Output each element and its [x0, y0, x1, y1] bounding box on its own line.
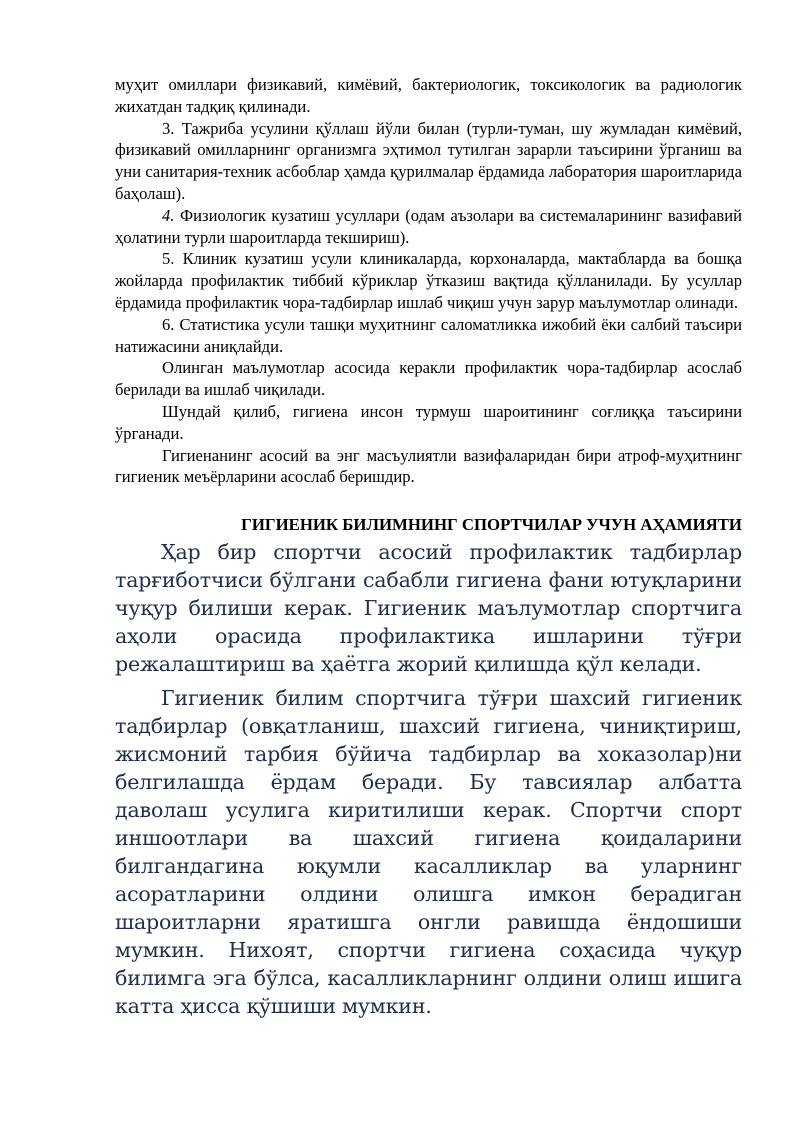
paragraph-method-6: 6. Статистика усули ташқи муҳитнинг саломатликка ижобий ёки салбий таъсири натижасини аниқлайди.	[115, 314, 742, 356]
paragraph-conclusion-2: Шундай қилиб, гигиена инсон турмуш шароитининг соғлиққа таъсирини ўрганади.	[115, 401, 742, 443]
document-page	[115, 74, 742, 1020]
methods-section	[115, 74, 742, 488]
method-4-number: 4.	[162, 205, 175, 225]
method-4-text: Физиологик кузатиш усуллари (одам аъзолари ва системаларининг вазифавий ҳолатини турли шароитларда текшириш).	[115, 205, 742, 247]
paragraph-continuation: муҳит омиллари физикавий, кимёвий, бактериологик, токсикологик ва радиологик жихатдан тадқиқ қилинади.	[115, 75, 742, 116]
paragraph-method-4	[115, 205, 742, 249]
paragraph-importance-1: Ҳар бир спортчи асосий профилактик тадбирлар тарғиботчиси бўлгани сабабли гигиена фани ютуқларини чуқур билиши керак. Гигиеник маълумотлар спортчига аҳоли орасида профилактика ишларини тўғри режалаштириш ва ҳаётга жорий қилишда қўл келади.	[115, 540, 742, 677]
paragraph-importance-2: Гигиеник билим спортчига тўғри шахсий гигиеник тадбирлар (овқатланиш, шахсий гигиена, чиниқтириш, жисмоний тарбия бўйича тадбирлар ва хоказолар)ни белгилашда ёрдам беради. Бу тавсиялар албатта даволаш усулига киритилиши керак. Спортчи спорт иншоотлари ва шахсий гигиена қоидаларини билгандагина юқумли касалликлар ва уларнинг асоратларини олдини олишга имкон берадиган шароитларни яратишга онгли равишда ёндошиши мумкин. Нихоят, спортчи гигиена соҳасида чуқур билимга эга бўлса, касалликларнинг олдини олиш ишига катта ҳисса қўшиши мумкин.	[115, 686, 742, 1019]
section-heading: ГИГИЕНИК БИЛИМНИНГ СПОРТЧИЛАР УЧУН АҲАМИЯТИ	[241, 515, 742, 535]
paragraph-method-3: 3. Тажриба усулини қўллаш йўли билан (турли-туман, шу жумладан кимёвий, физикавий омилларнинг организмга эҳтимол тутилган зарарли таъсирини ўрганиш ва уни санитария-техник асбоблар ҳамда қурилмалар ёрдамида лаборатория шароитларида баҳолаш).	[115, 118, 742, 203]
importance-section	[115, 538, 742, 1020]
paragraph-conclusion-1: Олинган маълумотлар асосида керакли профилактик чора-тадбирлар асослаб берилади ва ишлаб чиқилади.	[115, 358, 742, 400]
paragraph-method-5: 5. Клиник кузатиш усули клиникаларда, корхоналарда, мактабларда ва бошқа жойларда профилактик тиббий кўриклар ўтказиш вақтида қўлланилади. Бу усуллар ёрдамида профилактик чора-тадбирлар ишлаб чиқиш учун зарур маълумотлар олинади.	[115, 249, 742, 312]
paragraph-conclusion-3: Гигиенанинг асосий ва энг масъулиятли вазифаларидан бири атроф-муҳитнинг гигиеник меъёрларини асослаб беришдир.	[115, 445, 742, 487]
